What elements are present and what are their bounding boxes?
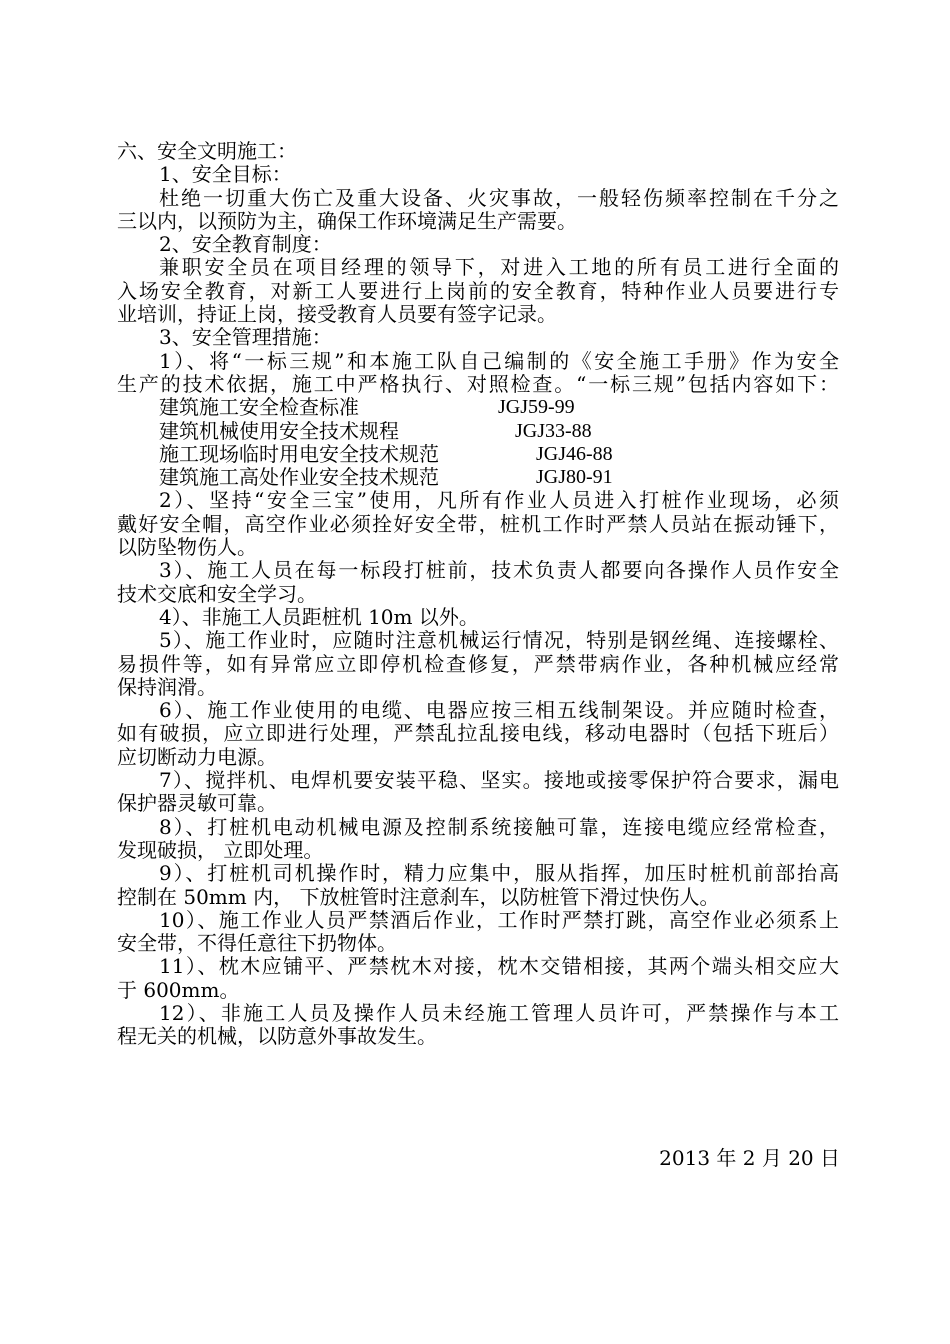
paragraph-line: 7）、搅拌机、电焊机要安装平稳、坚实。接地或接零保护符合要求，漏电	[159, 769, 839, 793]
paragraph-line: 10）、施工作业人员严禁酒后作业，工作时严禁打跳，高空作业必须系上	[159, 908, 839, 932]
standard-row	[117, 420, 839, 443]
document-date: 2013 年 2 月 20 日	[659, 1146, 840, 1170]
standard-code: JGJ59-99	[498, 396, 575, 419]
paragraph-line: 技术交底和安全学习。	[117, 582, 317, 606]
paragraph-line: 安全带，不得任意往下扔物体。	[117, 932, 397, 956]
paragraph-line: 控制在 50mm 内， 下放桩管时注意刹车，以防桩管下滑过快伤人。	[117, 885, 720, 909]
standard-code: JGJ80-91	[536, 466, 613, 489]
paragraph-line: 6）、施工作业使用的电缆、电器应按三相五线制架设。并应随时检查，	[159, 699, 839, 723]
section-heading: 六、安全文明施工：	[117, 140, 297, 163]
paragraph-line: 于 600mm。	[117, 978, 240, 1002]
paragraph-line: 4）、非施工人员距桩机 10m 以外。	[159, 605, 479, 629]
paragraph-line: 应切断动力电源。	[117, 745, 277, 769]
paragraph-line: 程无关的机械，以防意外事故发生。	[117, 1025, 437, 1049]
paragraph-line: 以防坠物伤人。	[117, 536, 257, 560]
paragraph-line: 如有破损，应立即进行处理，严禁乱拉乱接电线，移动电器时（包括下班后）	[117, 722, 839, 746]
paragraph-line: 2）、坚持“安全三宝”使用，凡所有作业人员进入打桩作业现场，必须	[159, 489, 839, 513]
paragraph-line: 9）、打桩机司机操作时，精力应集中，服从指挥，加压时桩机前部抬高	[159, 862, 839, 886]
paragraph-line: 保持润滑。	[117, 675, 217, 699]
paragraph-line: 3）、施工人员在每一标段打桩前，技术负责人都要向各操作人员作安全	[159, 559, 839, 583]
paragraph-line: 易损件等，如有异常应立即停机检查修复，严禁带病作业，各种机械应经常	[117, 652, 839, 676]
standard-row	[117, 466, 839, 489]
subsection-heading: 3、安全管理措施：	[159, 326, 332, 350]
paragraph-line: 5）、施工作业时，应随时注意机械运行情况，特别是钢丝绳、连接螺栓、	[159, 629, 839, 653]
subsection-heading: 1、安全目标：	[159, 163, 292, 187]
standard-name: 施工现场临时用电安全技术规范	[159, 442, 439, 466]
standard-row	[117, 396, 839, 419]
standard-code: JGJ33-88	[515, 419, 592, 442]
standard-name: 建筑机械使用安全技术规程	[159, 419, 399, 443]
paragraph-line: 三以内，以预防为主，确保工作环境满足生产需要。	[117, 209, 577, 233]
standard-row	[117, 443, 839, 466]
paragraph-line: 8）、打桩机电动机械电源及控制系统接触可靠，连接电缆应经常检查，	[159, 815, 839, 839]
subsection-heading: 2、安全教育制度：	[159, 233, 332, 257]
paragraph-line: 11）、枕木应铺平、严禁枕木对接，枕木交错相接，其两个端头相交应大	[159, 955, 839, 979]
paragraph-line: 入场安全教育，对新工人要进行上岗前的安全教育，特种作业人员要进行专	[117, 279, 839, 303]
paragraph-line: 1）、将“一标三规”和本施工队自己编制的《安全施工手册》作为安全	[159, 349, 839, 373]
paragraph-line: 发现破损， 立即处理。	[117, 838, 324, 862]
document-body	[117, 140, 839, 1049]
standard-name: 建筑施工高处作业安全技术规范	[159, 466, 439, 490]
paragraph-line: 保护器灵敏可靠。	[117, 792, 277, 816]
paragraph-line: 业培训，持证上岗，接受教育人员要有签字记录。	[117, 303, 557, 327]
paragraph-line: 兼职安全员在项目经理的领导下，对进入工地的所有员工进行全面的	[159, 256, 839, 280]
standard-code: JGJ46-88	[536, 442, 613, 465]
paragraph-line: 12）、非施工人员及操作人员未经施工管理人员许可，严禁操作与本工	[159, 1001, 839, 1025]
standard-name: 建筑施工安全检查标准	[159, 396, 359, 420]
paragraph-line: 杜绝一切重大伤亡及重大设备、火灾事故，一般轻伤频率控制在千分之	[159, 186, 839, 210]
paragraph-line: 生产的技术依据，施工中严格执行、对照检查。“一标三规”包括内容如下：	[117, 372, 839, 396]
paragraph-line: 戴好安全帽，高空作业必须拴好安全带，桩机工作时严禁人员站在振动锤下，	[117, 512, 839, 536]
